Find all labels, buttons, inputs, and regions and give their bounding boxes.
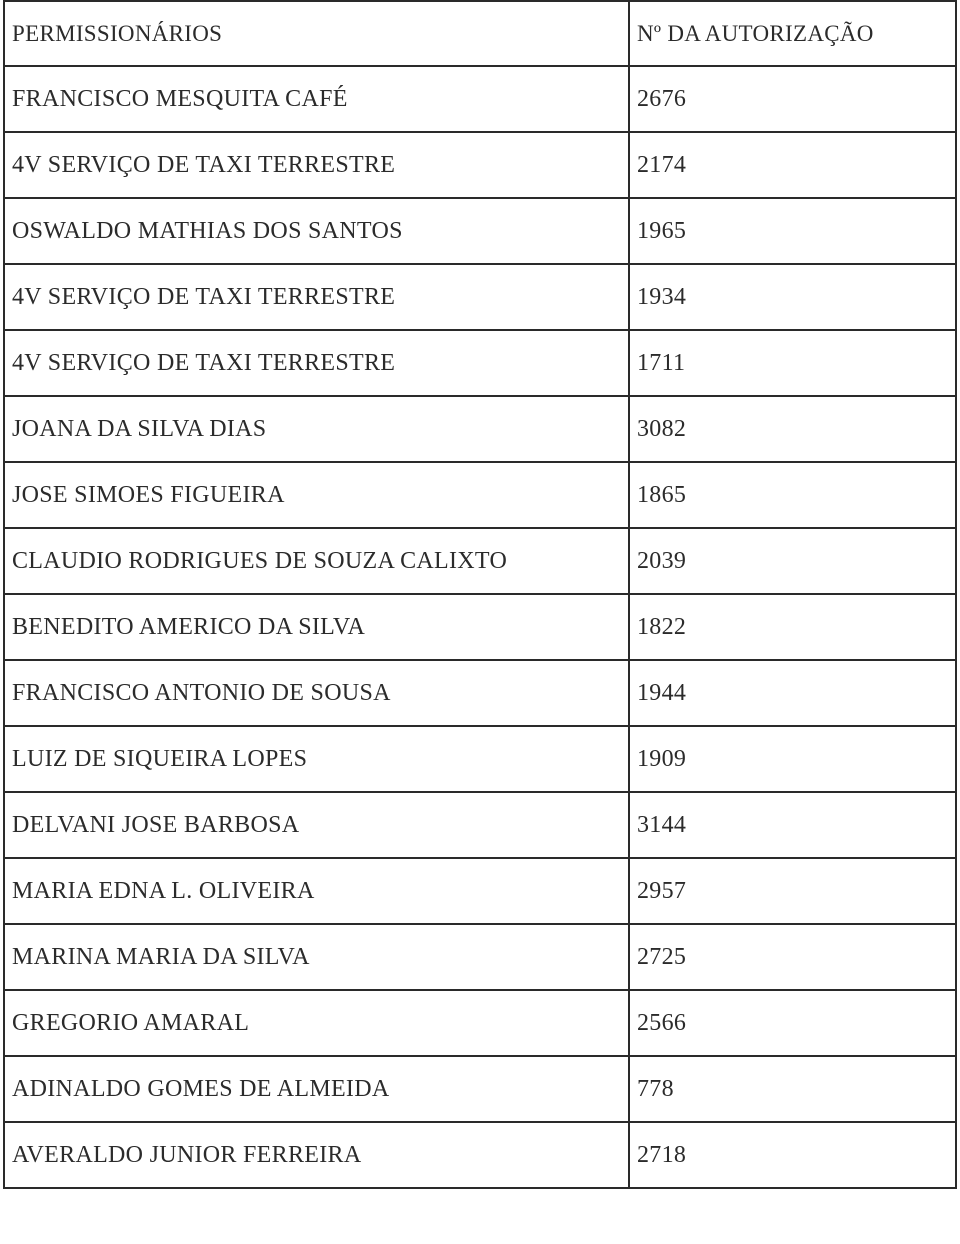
permit-holder-name: CLAUDIO RODRIGUES DE SOUZA CALIXTO xyxy=(4,528,629,594)
permit-holders-table xyxy=(3,0,957,1189)
permit-holder-name: BENEDITO AMERICO DA SILVA xyxy=(4,594,629,660)
permit-holder-name: 4V SERVIÇO DE TAXI TERRESTRE xyxy=(4,330,629,396)
table-row xyxy=(4,462,956,528)
table-row xyxy=(4,1056,956,1122)
header-permit-holders: PERMISSIONÁRIOS xyxy=(4,1,629,66)
table-row xyxy=(4,198,956,264)
authorization-number: 2957 xyxy=(629,858,956,924)
table-row xyxy=(4,726,956,792)
permit-holder-name: 4V SERVIÇO DE TAXI TERRESTRE xyxy=(4,264,629,330)
table-row xyxy=(4,132,956,198)
authorization-number: 1934 xyxy=(629,264,956,330)
authorization-number: 3082 xyxy=(629,396,956,462)
authorization-number: 1822 xyxy=(629,594,956,660)
table-row xyxy=(4,594,956,660)
table-row xyxy=(4,990,956,1056)
authorization-number: 2566 xyxy=(629,990,956,1056)
authorization-number: 1965 xyxy=(629,198,956,264)
table-row xyxy=(4,858,956,924)
authorization-number: 2676 xyxy=(629,66,956,132)
table-row xyxy=(4,528,956,594)
authorization-number: 2725 xyxy=(629,924,956,990)
authorization-number: 1865 xyxy=(629,462,956,528)
header-authorization-number: Nº DA AUTORIZAÇÃO xyxy=(629,1,956,66)
permit-holder-name: 4V SERVIÇO DE TAXI TERRESTRE xyxy=(4,132,629,198)
permit-holder-name: FRANCISCO MESQUITA CAFÉ xyxy=(4,66,629,132)
table-row xyxy=(4,66,956,132)
permit-holder-name: LUIZ DE SIQUEIRA LOPES xyxy=(4,726,629,792)
authorization-number: 1944 xyxy=(629,660,956,726)
table-body xyxy=(4,66,956,1188)
permit-holder-name: JOANA DA SILVA DIAS xyxy=(4,396,629,462)
permit-holder-name: GREGORIO AMARAL xyxy=(4,990,629,1056)
authorization-number: 2039 xyxy=(629,528,956,594)
authorization-number: 778 xyxy=(629,1056,956,1122)
table-row xyxy=(4,924,956,990)
authorization-number: 3144 xyxy=(629,792,956,858)
authorization-number: 1711 xyxy=(629,330,956,396)
permit-holder-name: MARIA EDNA L. OLIVEIRA xyxy=(4,858,629,924)
table-row xyxy=(4,792,956,858)
table-row xyxy=(4,330,956,396)
authorization-number: 2718 xyxy=(629,1122,956,1188)
permit-holder-name: JOSE SIMOES FIGUEIRA xyxy=(4,462,629,528)
table-row xyxy=(4,660,956,726)
table-row xyxy=(4,396,956,462)
table-header-row xyxy=(4,1,956,66)
authorization-number: 2174 xyxy=(629,132,956,198)
permit-holder-name: OSWALDO MATHIAS DOS SANTOS xyxy=(4,198,629,264)
table-row xyxy=(4,1122,956,1188)
authorization-number: 1909 xyxy=(629,726,956,792)
permit-holder-name: ADINALDO GOMES DE ALMEIDA xyxy=(4,1056,629,1122)
permit-holder-name: MARINA MARIA DA SILVA xyxy=(4,924,629,990)
permit-holder-name: DELVANI JOSE BARBOSA xyxy=(4,792,629,858)
permit-holder-name: AVERALDO JUNIOR FERREIRA xyxy=(4,1122,629,1188)
table-row xyxy=(4,264,956,330)
permit-holder-name: FRANCISCO ANTONIO DE SOUSA xyxy=(4,660,629,726)
